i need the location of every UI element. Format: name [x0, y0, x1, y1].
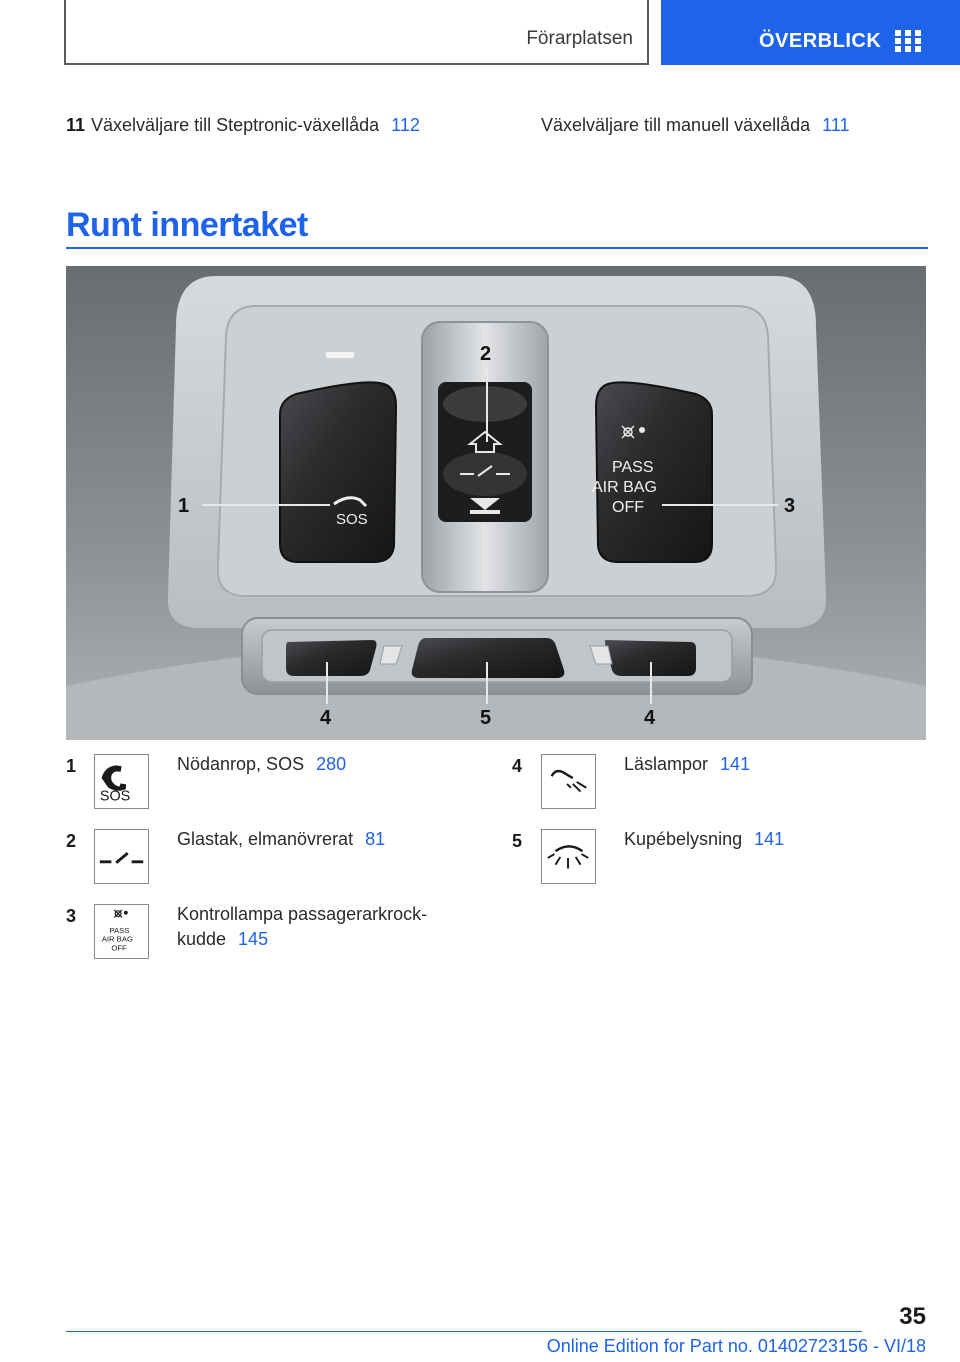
- legend-text: Kupébelysning 141: [624, 829, 785, 849]
- page-ref-link[interactable]: 112: [391, 115, 420, 135]
- sos-phone-icon: [94, 754, 149, 809]
- legend-number: 3: [66, 906, 77, 926]
- section-heading: Runt innertaket: [66, 206, 308, 244]
- legend-text: Nödanrop, SOS 280: [177, 754, 347, 774]
- glass-roof-icon: [94, 829, 149, 884]
- passenger-airbag-off-icon: [94, 904, 149, 959]
- page-ref-link[interactable]: 141: [754, 829, 785, 849]
- footer-rule: [66, 1331, 862, 1332]
- heading-rule: [66, 247, 928, 249]
- page-ref-link[interactable]: 280: [316, 754, 347, 774]
- pass-label: PASS: [612, 459, 654, 476]
- header-section-box: [64, 0, 649, 65]
- grid-menu-icon: [895, 30, 921, 52]
- legend-number: 5: [512, 831, 523, 851]
- callout-4-left: 4: [320, 707, 332, 729]
- sos-button-label: SOS: [336, 511, 368, 528]
- legend-text: Kontrollampa passagerarkrock- kudde 145: [177, 904, 428, 949]
- svg-text:PASS: PASS: [109, 925, 130, 935]
- airbag-label: AIR BAG: [592, 479, 657, 496]
- legend-number: 4: [512, 756, 523, 776]
- page-ref-link[interactable]: 145: [238, 929, 269, 949]
- callout-3: 3: [784, 495, 796, 517]
- page-number: 35: [899, 1303, 926, 1330]
- page-ref-link[interactable]: 81: [365, 829, 386, 849]
- off-label: OFF: [612, 499, 644, 516]
- svg-text:OFF: OFF: [111, 943, 127, 953]
- item-manual-selector: [541, 115, 850, 136]
- legend-text: Glastak, elmanövrerat 81: [177, 829, 386, 849]
- overview-tab-label: ÖVERBLICK: [759, 30, 882, 52]
- svg-text:AIR BAG: AIR BAG: [101, 934, 133, 944]
- section-title: Förarplatsen: [526, 28, 633, 49]
- page-ref-link[interactable]: 141: [720, 754, 751, 774]
- page-ref-link[interactable]: 111: [822, 115, 850, 135]
- item-number: 11: [66, 115, 86, 135]
- legend-text: Läslampor 141: [624, 754, 751, 774]
- callout-2: 2: [480, 343, 492, 365]
- reading-lamp-icon: [541, 754, 596, 809]
- item-text: Växelväljare till Steptronic-växellåda: [91, 115, 380, 135]
- svg-text:SOS: SOS: [99, 788, 131, 805]
- item-text: Växelväljare till manuell växellåda: [541, 115, 811, 135]
- overview-tab[interactable]: [661, 0, 960, 65]
- callout-5: 5: [480, 707, 492, 729]
- item-steptronic-selector: [66, 115, 420, 136]
- interior-light-icon: [541, 829, 596, 884]
- callout-1: 1: [178, 495, 190, 517]
- callout-4-right: 4: [644, 707, 656, 729]
- legend-number: 2: [66, 831, 77, 851]
- footer-edition: Online Edition for Part no. 01402723156 - VI/18: [546, 1336, 926, 1356]
- legend-number: 1: [66, 756, 77, 776]
- roof-console-photo: [66, 266, 926, 740]
